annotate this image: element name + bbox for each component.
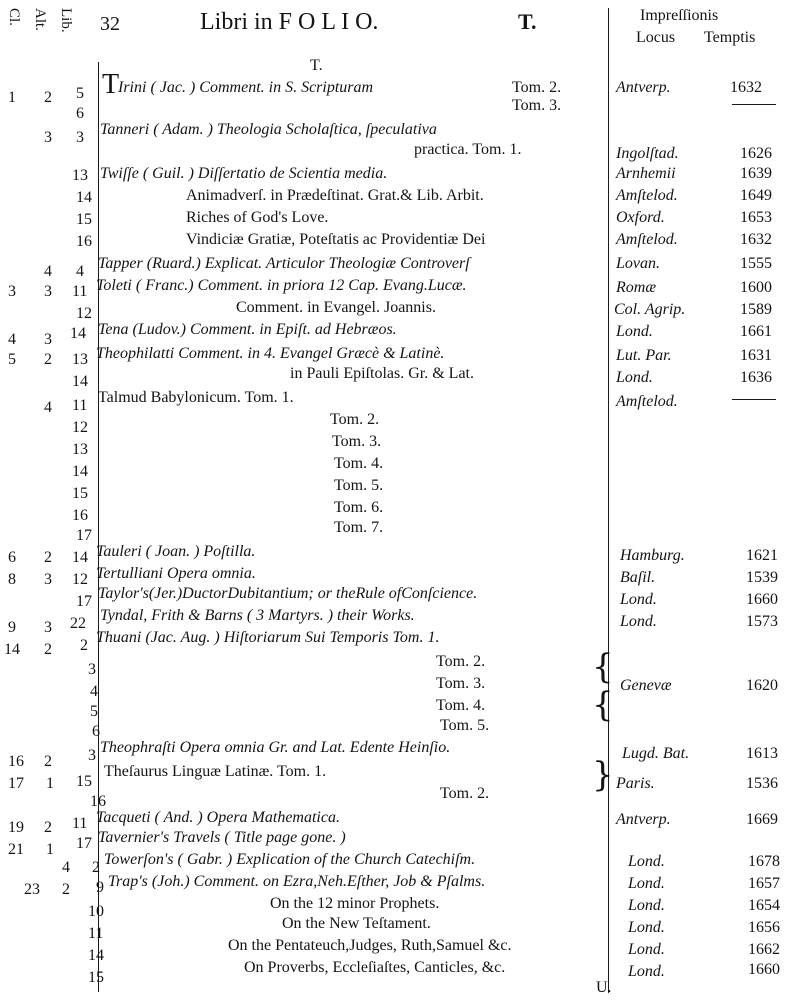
row-lib: 14	[72, 463, 88, 480]
row-place: Lond.	[628, 875, 665, 892]
row-title: Theophilatti Comment. in 4. Evangel Græcè & Latinè.	[96, 345, 445, 362]
row-year: 1656	[748, 919, 780, 936]
row-title: Tauleri ( Joan. ) Poſtilla.	[96, 543, 256, 560]
col-header-locus: Locus	[636, 29, 676, 46]
row-title: Riches of God's Love.	[186, 209, 329, 226]
row-year: 1555	[740, 255, 772, 272]
row-cl: 21	[8, 841, 24, 858]
row-title: Tom. 6.	[334, 499, 384, 516]
row-lib: 3	[88, 747, 96, 764]
row-year: 1669	[746, 811, 778, 828]
row-alt: 2	[44, 549, 52, 566]
row-place: Genevæ	[620, 677, 672, 694]
row-place: Amſtelod.	[616, 231, 678, 248]
row-place: Hamburg.	[620, 547, 685, 564]
row-year: 1589	[740, 301, 772, 318]
row-place: Lond.	[616, 369, 653, 386]
row-place: Lond.	[628, 853, 665, 870]
row-lib: 4	[76, 263, 84, 280]
row-year: 1539	[746, 569, 778, 586]
row-alt: 4	[62, 859, 70, 876]
row-title: Tom. 2.	[436, 653, 486, 670]
row-title: in Pauli Epiſtolas. Gr. & Lat.	[290, 365, 474, 382]
row-year: 1613	[746, 745, 778, 762]
column-rule-title	[98, 62, 99, 992]
row-title: Tena (Ludov.) Comment. in Epiſt. ad Hebræos.	[98, 321, 397, 338]
row-year: 1600	[740, 279, 772, 296]
year-dash-2	[732, 399, 776, 400]
year-dash-1	[732, 104, 776, 105]
row-lib: 22	[70, 615, 86, 632]
row-lib: 16	[76, 233, 92, 250]
row-lib: 13	[72, 167, 88, 184]
row-title: Irini ( Jac. ) Comment. in S. Scripturam	[118, 79, 374, 96]
row-year: 1660	[748, 961, 780, 978]
row-cl: 3	[8, 283, 16, 300]
row-lib: 11	[72, 397, 88, 414]
row-cl: 19	[8, 819, 24, 836]
row-title: Tom. 2.	[440, 785, 490, 802]
row-title-cont: practica. Tom. 1.	[414, 141, 522, 158]
row-place: Romæ	[616, 279, 656, 296]
row-place: Lugd. Bat.	[622, 745, 690, 762]
row-alt: 2	[44, 641, 52, 658]
row-lib: 12	[76, 305, 92, 322]
row-title: Tom. 7.	[334, 519, 384, 536]
row-year: 1678	[748, 853, 780, 870]
row-lib: 14	[76, 189, 92, 206]
row-year: 1649	[740, 187, 772, 204]
row-alt: 3	[44, 571, 52, 588]
brace-thesaurus: }	[592, 755, 614, 795]
row-lib: 11	[72, 283, 88, 300]
row-place: Lond.	[628, 963, 665, 980]
row-place: Paris.	[616, 775, 655, 792]
row-lib: 17	[76, 835, 92, 852]
section-letter: T.	[310, 57, 323, 74]
row-lib: 14	[72, 549, 88, 566]
row-lib: 13	[72, 351, 88, 368]
row-lib: 3	[76, 129, 84, 146]
row-lib: 11	[88, 925, 104, 942]
row-cl: 8	[8, 571, 16, 588]
row-alt: 1	[46, 775, 54, 792]
row-cl: 16	[8, 753, 24, 770]
catchword: U.	[596, 979, 612, 996]
row-lib: 2	[92, 859, 100, 876]
row-place: Oxford.	[616, 209, 665, 226]
section-letter-header: T.	[518, 9, 537, 34]
row-lib: 4	[90, 683, 98, 700]
row-title: Comment. in Evangel. Joannis.	[236, 299, 436, 316]
row-year: 1660	[746, 591, 778, 608]
row-lib: 9	[96, 879, 104, 896]
row-cl: 5	[8, 351, 16, 368]
drop-capital: T	[102, 69, 120, 100]
row-place: Lond.	[616, 323, 653, 340]
row-alt: 2	[62, 881, 70, 898]
row-title: Twiſſe ( Guil. ) Diſſertatio de Scientia media.	[100, 165, 388, 182]
row-place: Lond.	[628, 919, 665, 936]
row-cl: 9	[8, 619, 16, 636]
row-cl: 23	[24, 881, 40, 898]
row-lib: 15	[72, 485, 88, 502]
row-lib: 2	[80, 637, 88, 654]
row-title: Tanneri ( Adam. ) Theologia Scholaſtica, ſpeculativa	[100, 121, 437, 138]
row-alt: 4	[44, 263, 52, 280]
row-alt: 2	[44, 351, 52, 368]
row-title: Taylor's(Jer.)DuctorDubitantium; or theRule ofConſcience.	[98, 585, 478, 602]
row-title: Vindiciæ Gratiæ, Poteſtatis ac Providentiæ Dei	[186, 231, 486, 248]
row-lib: 5	[90, 703, 98, 720]
row-place: Col. Agrip.	[614, 301, 686, 318]
row-cl: 6	[8, 549, 16, 566]
row-cl: 14	[4, 641, 20, 658]
row-place: Ingolſtad.	[616, 145, 679, 162]
row-year: 1657	[748, 875, 780, 892]
row-year: 1536	[746, 775, 778, 792]
row-title: Tom. 5.	[440, 717, 490, 734]
row-place: Arnhemii	[616, 165, 676, 182]
row-place: Lond.	[628, 897, 665, 914]
row-lib: 13	[72, 441, 88, 458]
row-title: Tyndal, Frith & Barns ( 3 Martyrs. ) their Works.	[100, 607, 415, 624]
row-alt: 1	[46, 841, 54, 858]
row-year: 1661	[740, 323, 772, 340]
row-title: Talmud Babylonicum. Tom. 1.	[98, 389, 294, 406]
row-lib: 14	[70, 325, 86, 342]
col-header-lib: Lib.	[58, 8, 74, 33]
row-title: On Proverbs, Eccleſiaſtes, Canticles, &c.	[244, 959, 506, 976]
row-title: Toleti ( Franc.) Comment. in priora 12 Cap. Evang.Lucæ.	[96, 277, 467, 294]
row-lib: 15	[76, 773, 92, 790]
row-alt: 3	[44, 619, 52, 636]
row-alt: 2	[44, 89, 52, 106]
row-alt: 3	[44, 331, 52, 348]
impression-header: Impreſſionis	[640, 7, 719, 24]
row-title: Tacqueti ( And. ) Opera Mathematica.	[96, 809, 340, 826]
row-year: 1620	[746, 677, 778, 694]
row-year: 1573	[746, 613, 778, 630]
row-title: On the New Teſtament.	[282, 915, 431, 932]
col-header-alt: Alt.	[32, 8, 48, 31]
brace-thuani-lower: {	[592, 685, 614, 725]
row-place: Antverp.	[616, 811, 671, 828]
brace-thuani: {	[592, 647, 614, 687]
row-title: On the Pentateuch,Judges, Ruth,Samuel &c.	[228, 937, 512, 954]
row-title: Thuani (Jac. Aug. ) Hiſtoriarum Sui Temporis Tom. 1.	[96, 629, 440, 646]
row-year: 1654	[748, 897, 780, 914]
row-alt: 2	[44, 819, 52, 836]
row-year: 1621	[746, 547, 778, 564]
row-lib: 16	[72, 507, 88, 524]
page-title: Libri in F O L I O.	[200, 9, 379, 35]
row-year: 1662	[748, 941, 780, 958]
row-alt: 3	[44, 129, 52, 146]
row-cl: 17	[8, 775, 24, 792]
row-place: Antverp.	[616, 79, 671, 96]
row-place: Lond.	[628, 941, 665, 958]
row-title: Trap's (Joh.) Comment. on Ezra,Neh.Eſther, Job & Pſalms.	[108, 873, 486, 890]
row-place: Lut. Par.	[616, 347, 672, 364]
row-lib: 17	[76, 593, 92, 610]
row-title: Tertulliani Opera omnia.	[96, 565, 256, 582]
row-title: Tom. 4.	[436, 697, 486, 714]
row-tom: Tom. 2.	[512, 79, 562, 96]
row-place: Lond.	[620, 591, 657, 608]
row-title: Tapper (Ruard.) Explicat. Articulor Theologiæ Controverſ	[98, 255, 470, 272]
row-lib: 14	[72, 373, 88, 390]
row-title: On the 12 minor Prophets.	[270, 895, 440, 912]
row-year: 1636	[740, 369, 772, 386]
row-year: 1653	[740, 209, 772, 226]
row-cl: 1	[8, 89, 16, 106]
row-cl: 4	[8, 331, 16, 348]
row-lib: 14	[88, 947, 104, 964]
row-year: 1626	[740, 145, 772, 162]
row-lib: 11	[72, 815, 88, 832]
row-place: Amſtelod.	[616, 393, 678, 410]
row-tom: Tom. 3.	[512, 97, 562, 114]
row-lib: 17	[76, 527, 92, 544]
row-title: Towerſon's ( Gabr. ) Explication of the Church Catechiſm.	[104, 851, 476, 868]
row-alt: 2	[44, 753, 52, 770]
row-lib: 6	[92, 723, 100, 740]
row-lib: 10	[88, 903, 104, 920]
row-place: Lond.	[620, 613, 657, 630]
row-lib: 15	[88, 969, 104, 986]
row-title: Tom. 5.	[334, 477, 384, 494]
row-place: Lovan.	[616, 255, 660, 272]
row-year: 1631	[740, 347, 772, 364]
row-title: Theſaurus Linguæ Latinæ. Tom. 1.	[104, 763, 327, 780]
page-number: 32	[100, 13, 120, 35]
column-rule-place	[608, 8, 609, 993]
row-lib: 15	[76, 211, 92, 228]
row-alt: 3	[44, 283, 52, 300]
row-title: Theophraſti Opera omnia Gr. and Lat. Edente Heinſio.	[100, 739, 451, 756]
col-header-cl: Cl.	[6, 8, 22, 26]
row-year: 1632	[740, 231, 772, 248]
row-title: Tom. 3.	[436, 675, 486, 692]
row-title: Tom. 4.	[334, 455, 384, 472]
row-title: Animadverſ. in Prædeſtinat. Grat.& Lib. Arbit.	[186, 187, 484, 204]
row-lib: 3	[88, 661, 96, 678]
row-title: Tavernier's Travels ( Title page gone. )	[98, 829, 346, 846]
row-year: 1632	[730, 79, 762, 96]
row-lib: 6	[76, 105, 84, 122]
row-alt: 4	[44, 399, 52, 416]
row-lib: 12	[72, 419, 88, 436]
row-year: 1639	[740, 165, 772, 182]
row-place: Amſtelod.	[616, 187, 678, 204]
col-header-tempus: Temptis	[704, 29, 756, 46]
row-lib: 16	[90, 793, 106, 810]
row-lib: 5	[76, 85, 84, 102]
row-title: Tom. 2.	[330, 411, 380, 428]
row-lib: 12	[72, 571, 88, 588]
row-title: Tom. 3.	[332, 433, 382, 450]
row-place: Baſil.	[620, 569, 656, 586]
